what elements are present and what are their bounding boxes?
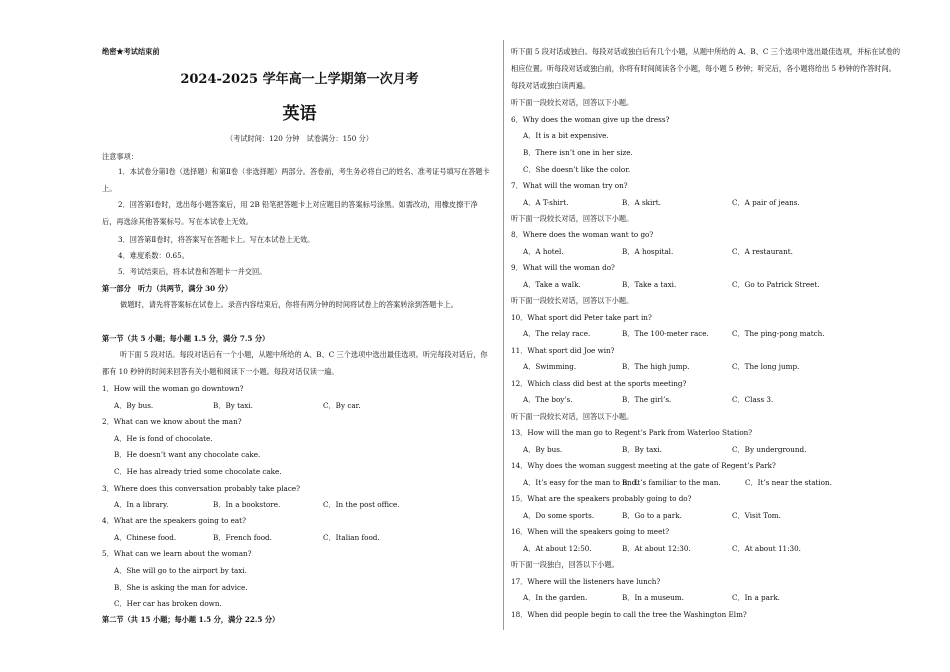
question-12: 12．Which class did best at the sports meeting?	[511, 379, 687, 388]
q6-option-a: A．It is a bit expensive.	[523, 131, 609, 140]
subject-title: 英语	[282, 104, 317, 124]
question-17: 17．Where will the listeners have lunch?	[511, 577, 661, 586]
question-13: 13．How will the man go to Regent’s Park from Waterloo Station?	[511, 428, 753, 437]
instruction-3: 听下面一段较长对话，回答以下小题。	[511, 296, 634, 305]
confidential-mark: 绝密★考试结束前	[102, 47, 160, 56]
q11-option-b: B．The high jump.	[622, 362, 690, 371]
question-8: 8．Where does the woman want to go?	[511, 230, 654, 239]
instruction-4: 听下面一段较长对话，回答以下小题。	[511, 412, 634, 421]
q3-option-a: A．In a library.	[114, 500, 169, 509]
q16-option-b: B．At about 12:30.	[622, 544, 691, 553]
q10-option-b: B．The 100-meter race.	[622, 329, 709, 338]
q1-option-a: A．By bus.	[114, 401, 154, 410]
q8-option-b: B．A hospital.	[622, 247, 674, 256]
q7-option-a: A．A T-shirt.	[523, 198, 569, 207]
exam-info: （考试时间：120 分钟 试卷满分：150 分）	[225, 134, 373, 143]
instruction-1: 听下面一段较长对话，回答以下小题。	[511, 98, 634, 107]
question-1: 1．How will the woman go downtown?	[102, 384, 244, 393]
q6-option-b: B．There isn’t one in her size.	[523, 148, 633, 157]
q14-option-b: B．It’s familiar to the man.	[622, 478, 721, 487]
q5-option-c: C．Her car has broken down.	[114, 599, 222, 608]
q3-option-b: B．In a bookstore.	[213, 500, 281, 509]
q11-option-c: C．The long jump.	[732, 362, 800, 371]
q17-option-c: C．In a park.	[732, 593, 780, 602]
q15-option-c: C．Visit Tom.	[732, 511, 781, 520]
q10-option-a: A．The relay race.	[523, 329, 591, 338]
q14-option-c: C．It’s near the station.	[745, 478, 832, 487]
q12-option-c: C．Class 3.	[732, 395, 774, 404]
q8-option-a: A．A hotel.	[523, 247, 564, 256]
question-6: 6．Why does the woman give up the dress?	[511, 115, 670, 124]
note-3: 3．回答第Ⅱ卷时，将答案写在答题卡上。写在本试卷上无效。	[118, 235, 315, 244]
q8-option-c: C．A restaurant.	[732, 247, 793, 256]
q11-option-a: A．Swimming.	[523, 362, 577, 371]
section-2-description: 听下面 5 段对话或独白。每段对话或独白后有几个小题，从题中所给的 A、B、C 三个选项中选出最佳选项，并标在试卷的相应位置。听每段对话或独白前，你将有时间阅读各个小题，每小题 5 秒钟；听完后，各小题将给出 5 秒钟的作答时间。每段对话或独白读两遍。	[511, 47, 901, 90]
q9-option-c: C．Go to Patrick Street.	[732, 280, 820, 289]
column-divider	[503, 40, 504, 630]
q14-option-a: A．It’s easy for the man to find.	[523, 478, 639, 487]
q5-option-a: A．She will go to the airport by taxi.	[114, 566, 247, 575]
q12-option-b: B．The girl’s.	[622, 395, 672, 404]
question-3: 3．Where does this conversation probably take place?	[102, 484, 300, 493]
question-14: 14．Why does the woman suggest meeting at the gate of Regent’s Park?	[511, 461, 776, 470]
q4-option-b: B．French food.	[213, 533, 272, 542]
question-2: 2．What can we know about the man?	[102, 417, 242, 426]
note-5: 5．考试结束后，将本试卷和答题卡一并交回。	[118, 267, 267, 276]
note-1: 1．本试卷分第Ⅰ卷（选择题）和第Ⅱ卷（非选择题）两部分。答卷前，考生务必将自己的姓名、准考证号填写在答题卡上。	[102, 167, 490, 193]
q12-option-a: A．The boy’s.	[523, 395, 573, 404]
q5-option-b: B．She is asking the man for advice.	[114, 583, 248, 592]
q13-option-a: A．By bus.	[523, 445, 563, 454]
q4-option-c: C．Italian food.	[323, 533, 380, 542]
section-2-heading: 第二节（共 15 小题；每小题 1.5 分，满分 22.5 分）	[102, 615, 280, 624]
section-1-description: 听下面 5 段对话。每段对话后有一个小题，从题中所给的 A、B、C 三个选项中选出最佳选项。听完每段对话后，你都有 10 秒钟的时间来回答有关小题和阅读下一小题。每段对话仅读一遍。	[102, 350, 488, 376]
exam-title: 2024-2025 学年高一上学期第一次月考	[180, 72, 419, 87]
q2-option-b: B．He doesn’t want any chocolate cake.	[114, 450, 261, 459]
q6-option-c: C．She doesn’t like the color.	[523, 165, 631, 174]
q17-option-b: B．In a museum.	[622, 593, 684, 602]
q1-option-b: B．By taxi.	[213, 401, 253, 410]
q3-option-c: C．In the post office.	[323, 500, 400, 509]
q7-option-c: C．A pair of jeans.	[732, 198, 800, 207]
question-11: 11．What sport did Joe win?	[511, 346, 615, 355]
q9-option-a: A．Take a walk.	[523, 280, 581, 289]
question-9: 9．What will the woman do?	[511, 263, 615, 272]
note-4: 4．难度系数：0.65。	[118, 251, 189, 260]
section-1-heading: 第一节（共 5 小题；每小题 1.5 分，满分 7.5 分）	[102, 334, 270, 343]
q2-option-a: A．He is fond of chocolate.	[114, 434, 213, 443]
q16-option-c: C．At about 11:30.	[732, 544, 801, 553]
question-5: 5．What can we learn about the woman?	[102, 549, 252, 558]
q13-option-c: C．By underground.	[732, 445, 807, 454]
q17-option-a: A．In the garden.	[523, 593, 588, 602]
instruction-2: 听下面一段较长对话，回答以下小题。	[511, 214, 634, 223]
q1-option-c: C．By car.	[323, 401, 361, 410]
part-1-description: 做题时，请先将答案标在试卷上。录音内容结束后，你将有两分钟的时间将试卷上的答案转涂到答题卡上。	[120, 300, 458, 309]
q15-option-b: B．Go to a park.	[622, 511, 682, 520]
q13-option-b: B．By taxi.	[622, 445, 662, 454]
question-15: 15．What are the speakers probably going to do?	[511, 494, 692, 503]
q7-option-b: B．A skirt.	[622, 198, 661, 207]
instruction-5: 听下面一段独白，回答以下小题。	[511, 560, 619, 569]
question-4: 4．What are the speakers going to eat?	[102, 516, 246, 525]
q15-option-a: A．Do some sports.	[523, 511, 595, 520]
q10-option-c: C．The ping-pong match.	[732, 329, 825, 338]
question-16: 16．When will the speakers going to meet?	[511, 527, 670, 536]
q2-option-c: C．He has already tried some chocolate cake.	[114, 467, 282, 476]
part-1-heading: 第一部分 听力（共两节，满分 30 分）	[102, 284, 233, 293]
note-2: 2．回答第Ⅰ卷时，选出每小题答案后，用 2B 铅笔把答题卡上对应题目的答案标号涂黑。如需改动，用橡皮擦干净后，再选涂其他答案标号。写在本试卷上无效。	[102, 200, 478, 226]
q9-option-b: B．Take a taxi.	[622, 280, 677, 289]
question-18: 18．When did people begin to call the tree the Washington Elm?	[511, 610, 747, 619]
q16-option-a: A．At about 12:50.	[523, 544, 592, 553]
q4-option-a: A．Chinese food.	[114, 533, 177, 542]
question-10: 10．What sport did Peter take part in?	[511, 313, 652, 322]
question-7: 7．What will the woman try on?	[511, 181, 628, 190]
notes-heading: 注意事项：	[102, 152, 138, 161]
